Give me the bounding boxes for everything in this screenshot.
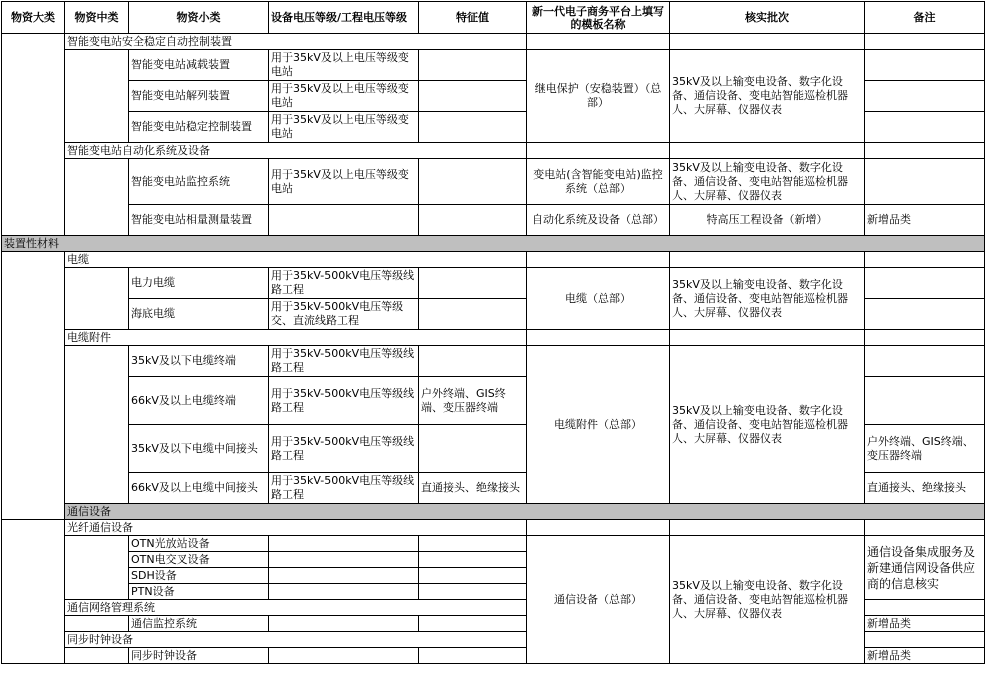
- template-cell: 自动化系统及设备（总部）: [527, 205, 670, 236]
- header-category: 物资大类: [2, 2, 65, 34]
- sub-category: 智能变电站减载装置: [129, 50, 269, 81]
- section-title: 装置性材料: [2, 236, 985, 252]
- sub-category: PTN设备: [129, 584, 269, 600]
- feature-cell: 直通接头、绝缘接头: [419, 473, 527, 504]
- voltage-cell: 用于35kV及以上电压等级变电站: [269, 112, 419, 143]
- batch-cell: 35kV及以上输变电设备、数字化设备、通信设备、变电站智能巡检机器人、大屏幕、仪器仪表: [670, 159, 865, 205]
- sub-category: 智能变电站相量测量装置: [129, 205, 269, 236]
- mid-category: 智能变电站安全稳定自动控制装置: [65, 34, 527, 50]
- voltage-cell: 用于35kV-500kV电压等级线路工程: [269, 346, 419, 377]
- batch-cell: 35kV及以上输变电设备、数字化设备、通信设备、变电站智能巡检机器人、大屏幕、仪器仪表: [670, 536, 865, 664]
- batch-cell: 特高压工程设备（新增）: [670, 205, 865, 236]
- header-template: 新一代电子商务平台上填写的模板名称: [527, 2, 670, 34]
- section-row: [2, 236, 985, 252]
- sub-category: 电力电缆: [129, 268, 269, 299]
- note-cell: 新增品类: [865, 648, 985, 664]
- voltage-cell: 用于35kV-500kV电压等级线路工程: [269, 473, 419, 504]
- mid-category: 电缆附件: [65, 330, 527, 346]
- materials-table: [1, 1, 985, 664]
- sub-category: 海底电缆: [129, 299, 269, 330]
- sub-category: 智能变电站监控系统: [129, 159, 269, 205]
- note-cell: 新增品类: [865, 616, 985, 632]
- sub-category: 66kV及以上电缆终端: [129, 377, 269, 425]
- sub-category: 35kV及以下电缆终端: [129, 346, 269, 377]
- template-cell: 继电保护（安稳装置）（总部）: [527, 50, 670, 143]
- header-mid-category: 物资中类: [65, 2, 129, 34]
- note-cell: 新增品类: [865, 205, 985, 236]
- header-sub-category: 物资小类: [129, 2, 269, 34]
- sub-category: OTN光放站设备: [129, 536, 269, 552]
- voltage-cell: 用于35kV-500kV电压等级线路工程: [269, 377, 419, 425]
- template-cell: 电缆附件（总部）: [527, 346, 670, 504]
- mid-category: 通信网络管理系统: [65, 600, 527, 616]
- voltage-cell: 用于35kV-500kV电压等级交、直流线路工程: [269, 299, 419, 330]
- template-cell: 变电站(含智能变电站)监控系统（总部）: [527, 159, 670, 205]
- header-row: [2, 2, 985, 34]
- template-cell: 电缆（总部）: [527, 268, 670, 330]
- mid-category: 同步时钟设备: [65, 632, 527, 648]
- header-batch: 核实批次: [670, 2, 865, 34]
- header-note: 备注: [865, 2, 985, 34]
- note-cell: 直通接头、绝缘接头: [865, 473, 985, 504]
- sub-category: OTN电交叉设备: [129, 552, 269, 568]
- sub-category: 35kV及以下电缆中间接头: [129, 425, 269, 473]
- sub-category: 智能变电站解列装置: [129, 81, 269, 112]
- voltage-cell: 用于35kV-500kV电压等级线路工程: [269, 425, 419, 473]
- section-title: 通信设备: [65, 504, 985, 520]
- note-cell: 户外终端、GIS终端、变压器终端: [865, 425, 985, 473]
- header-voltage: 设备电压等级/工程电压等级: [269, 2, 419, 34]
- template-cell: 通信设备（总部）: [527, 536, 670, 664]
- feature-cell: 户外终端、GIS终端、变压器终端: [419, 377, 527, 425]
- section-row: [2, 504, 985, 520]
- header-feature: 特征值: [419, 2, 527, 34]
- voltage-cell: 用于35kV-500kV电压等级线路工程: [269, 268, 419, 299]
- batch-cell: 35kV及以上输变电设备、数字化设备、通信设备、变电站智能巡检机器人、大屏幕、仪器仪表: [670, 268, 865, 330]
- mid-category: 光纤通信设备: [65, 520, 527, 536]
- sub-category: 智能变电站稳定控制装置: [129, 112, 269, 143]
- voltage-cell: 用于35kV及以上电压等级变电站: [269, 81, 419, 112]
- batch-cell: 35kV及以上输变电设备、数字化设备、通信设备、变电站智能巡检机器人、大屏幕、仪器仪表: [670, 346, 865, 504]
- voltage-cell: 用于35kV及以上电压等级变电站: [269, 50, 419, 81]
- sub-category: 同步时钟设备: [129, 648, 269, 664]
- sub-category: 66kV及以上电缆中间接头: [129, 473, 269, 504]
- voltage-cell: 用于35kV及以上电压等级变电站: [269, 159, 419, 205]
- sub-category: 通信监控系统: [129, 616, 269, 632]
- note-cell: 通信设备集成服务及新建通信网设备供应商的信息核实: [865, 536, 985, 600]
- batch-cell: 35kV及以上输变电设备、数字化设备、通信设备、变电站智能巡检机器人、大屏幕、仪器仪表: [670, 50, 865, 143]
- sub-category: SDH设备: [129, 568, 269, 584]
- mid-category: 智能变电站自动化系统及设备: [65, 143, 527, 159]
- mid-category: 电缆: [65, 252, 527, 268]
- category-cell: [2, 34, 65, 236]
